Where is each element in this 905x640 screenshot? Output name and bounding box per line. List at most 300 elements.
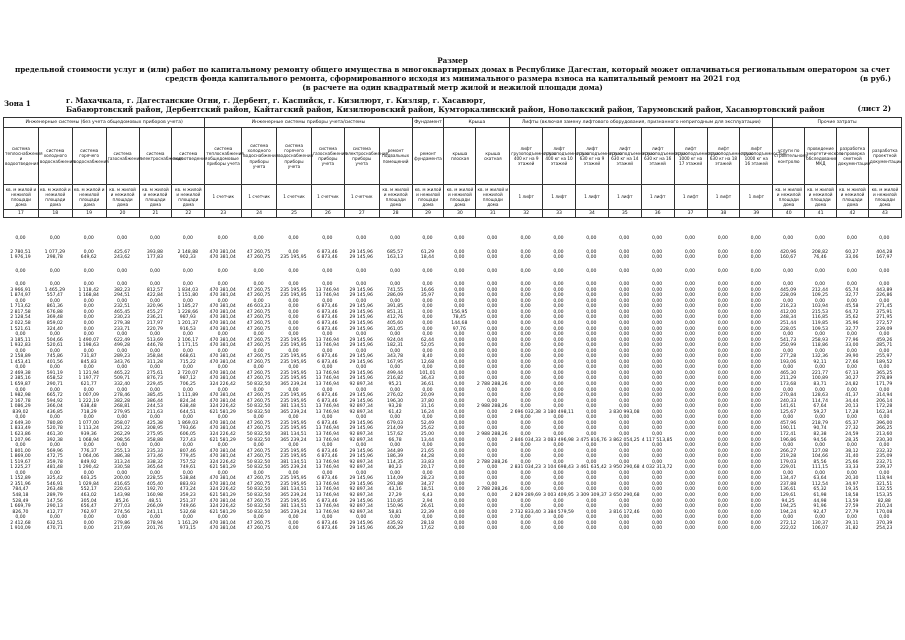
table-cell: 92 897,34 (349, 409, 373, 415)
table-cell: 6 873,46 (317, 321, 338, 327)
table-cell: 386,38 (114, 454, 131, 460)
table-cell: 1 197,77 (78, 376, 99, 382)
table-cell: 0,00 (750, 515, 761, 521)
table-cell: 330,58 (114, 465, 131, 471)
table-cell: 0,00 (619, 332, 630, 338)
table-cell: 0,00 (487, 454, 498, 460)
table-cell: 0,00 (846, 268, 857, 274)
table-cell: 46 603,23 (246, 304, 271, 310)
table-cell: 361,05 (387, 326, 404, 332)
table-cell: 132,55 (876, 487, 893, 493)
table-cell: 279,95 (114, 409, 131, 415)
table-cell: 445,09 (780, 287, 797, 293)
table-cell: 2 846 034,33 (510, 437, 541, 443)
table-cell: 61,42 (388, 409, 402, 415)
column-number: 38 (707, 210, 740, 218)
table-cell: 749,66 (179, 504, 196, 510)
table-cell: 0,00 (684, 332, 696, 338)
table-cell: 0,00 (651, 365, 663, 371)
table-cell: 0,00 (717, 282, 728, 288)
table-row (3, 255, 901, 261)
table-cell: 0,00 (389, 348, 401, 354)
column-number: 43 (868, 210, 901, 218)
table-cell: 0,00 (717, 236, 728, 241)
table-cell: 812,57 (146, 287, 163, 293)
table-cell: 1 834,03 (177, 287, 199, 293)
table-cell: 0,00 (684, 304, 696, 310)
table-cell: 6 873,46 (317, 309, 338, 315)
table-cell: 470 381,04 (209, 354, 236, 360)
table-cell: 0,00 (487, 354, 498, 360)
table-cell: 776,37 (80, 448, 97, 454)
table-cell: 0,00 (846, 298, 857, 304)
table-cell: 0,00 (717, 382, 728, 388)
table-cell: 0,00 (487, 387, 498, 393)
table-cell: 0,00 (750, 470, 761, 476)
table-cell: 365 239,24 (280, 437, 307, 443)
table-cell: 0,00 (651, 443, 663, 449)
table-cell: 3 650 290,68 (608, 492, 640, 498)
table-cell: 0,00 (520, 393, 531, 399)
table-cell: 6 873,46 (317, 249, 338, 255)
table-cell: 0,00 (487, 509, 498, 515)
table-cell: 0,00 (322, 268, 333, 274)
table-cell: 0,00 (717, 476, 728, 482)
table-cell: 0,00 (782, 332, 794, 338)
table-cell: 92 897,34 (349, 404, 373, 410)
table-cell: 220,63 (114, 487, 131, 493)
table-cell: 0,00 (782, 470, 794, 476)
table-cell: 0,00 (182, 415, 193, 421)
table-cell: 236,21 (146, 315, 163, 321)
table-cell: 0,00 (487, 315, 498, 321)
table-cell: 706,25 (179, 382, 196, 388)
table-cell: 0,00 (520, 420, 531, 426)
table-cell: 382,23 (114, 287, 131, 293)
table-cell: 0,00 (454, 365, 465, 371)
table-cell: 621 581,29 (209, 465, 236, 471)
table-cell: 218,79 (811, 420, 829, 426)
table-cell: 2 732 833,40 (510, 509, 541, 515)
table-cell: 0,00 (586, 315, 597, 321)
column-header: крыша плоская (444, 128, 476, 185)
table-cell: 160,98 (146, 492, 163, 498)
table-cell: 987,93 (179, 315, 196, 321)
table-cell: 170,08 (876, 509, 893, 515)
table-cell: 457,96 (780, 420, 797, 426)
table-cell: 228,09 (780, 293, 797, 299)
table-cell: 807,46 (179, 448, 196, 454)
table-cell: 0,00 (750, 304, 761, 310)
table-cell: 0,00 (750, 337, 761, 343)
table-cell: 20,13 (845, 404, 859, 410)
table-cell: 0,00 (684, 448, 696, 454)
table-cell: 375,91 (876, 309, 893, 315)
table-cell: 0,00 (487, 415, 498, 421)
table-cell: 47 260,75 (246, 476, 271, 482)
table-cell: 163,13 (387, 255, 404, 261)
column-number: 35 (608, 210, 641, 218)
title-line-4: (в расчете на один квадратный метр жилой и нежилой площади дома) (302, 83, 603, 92)
table-cell: 6 873,46 (317, 304, 338, 310)
table-cell: 92,47 (813, 509, 827, 515)
table-cell: 0,00 (454, 420, 465, 426)
table-cell: 29 145,96 (349, 309, 373, 315)
table-cell: 38,12 (845, 448, 859, 454)
table-cell: 0,00 (879, 515, 890, 521)
table-cell: 235 195,95 (280, 454, 307, 460)
table-cell: 0,00 (750, 409, 761, 415)
column-number: 41 (805, 210, 837, 218)
table-cell: 0,00 (487, 236, 498, 241)
table-cell: 235 195,95 (280, 255, 307, 261)
table-cell: 0,00 (750, 343, 761, 349)
table-cell: 0,00 (586, 443, 597, 449)
table-cell: 793,66 (179, 426, 196, 432)
table-cell: 0,00 (684, 382, 696, 388)
table-cell: 13 746,94 (315, 370, 339, 376)
table-cell: 314,94 (876, 393, 893, 399)
table-cell: 47 260,75 (246, 498, 271, 504)
table-cell: 0,00 (684, 365, 696, 371)
table-cell: 0,00 (520, 515, 531, 521)
table-cell: 412,00 (780, 309, 797, 315)
table-cell: 222,02 (780, 526, 797, 532)
table-cell: 0,00 (651, 526, 663, 532)
table-cell: 0,00 (253, 348, 264, 354)
table-cell: 47 260,75 (246, 287, 271, 293)
table-cell: 0,00 (750, 282, 761, 288)
column-number: 17 (4, 210, 39, 218)
table-cell: 649,62 (80, 255, 97, 261)
table-cell: 13 746,94 (315, 376, 339, 382)
table-cell: 29 145,96 (349, 376, 373, 382)
table-cell: 229,01 (780, 465, 797, 471)
table-cell: 0,00 (253, 387, 264, 393)
table-cell: 0,00 (651, 509, 663, 515)
table-cell: 0,00 (83, 321, 94, 327)
table-cell: 24,82 (845, 382, 859, 388)
table-cell: 0,00 (750, 236, 761, 241)
table-cell: 0,00 (651, 282, 663, 288)
table-cell: 47 260,75 (246, 454, 271, 460)
table-cell: 277,28 (780, 354, 797, 360)
table-cell: 0,00 (422, 470, 433, 476)
table-cell: 0,00 (717, 315, 728, 321)
table-cell: 0,00 (782, 387, 794, 393)
table-cell: 0,00 (651, 370, 663, 376)
table-cell: 0,00 (684, 426, 696, 432)
table-cell: 0,00 (520, 348, 531, 354)
table-cell: 0,00 (553, 236, 564, 241)
table-cell: 80,23 (388, 465, 402, 471)
unit-cell: 1 лифт (740, 185, 773, 210)
table-cell: 239,37 (876, 465, 893, 471)
table-cell: 436,85 (46, 409, 63, 415)
table-cell: 235 195,95 (280, 337, 307, 343)
table-cell: 0,00 (814, 348, 826, 354)
table-cell: 0,00 (49, 387, 60, 393)
table-cell: 0,00 (454, 249, 465, 255)
table-cell: 470 381,04 (209, 448, 236, 454)
table-cell: 235 195,95 (280, 393, 307, 399)
table-cell: 275,61 (146, 370, 163, 376)
table-cell: 1 982,98 (10, 393, 31, 399)
column-number: 19 (72, 210, 106, 218)
title-line-2: предельной стоимости услуг и (или) работ по капитальному ремонту общего имущества в многоквартирных домах в Республике Дагестан, который может оплачиваться региональным оператором за счет (15, 65, 890, 74)
table-cell: 216,82 (387, 376, 404, 382)
table-cell: 470 381,04 (209, 337, 236, 343)
column-header: система газоснабжения приборы учета (311, 128, 344, 185)
table-cell: 0,00 (586, 343, 597, 349)
table-cell: 50 832,50 (246, 382, 271, 388)
table-cell: 0,00 (684, 509, 696, 515)
table-cell: 0,00 (520, 365, 531, 371)
table-cell: 0,00 (586, 420, 597, 426)
table-cell: 157,62 (387, 431, 404, 437)
table-cell: 0,00 (586, 332, 597, 338)
table-cell: 443,89 (876, 287, 893, 293)
unit-cell: кв. м жилой и нежилой площади дома (106, 185, 139, 210)
table-cell: 0,00 (619, 470, 630, 476)
table-cell: 412,76 (387, 315, 404, 321)
table-cell: 0,00 (651, 487, 663, 493)
table-cell: 0,00 (717, 448, 728, 454)
table-cell: 29 145,96 (349, 526, 373, 532)
table-cell: 0,00 (553, 287, 564, 293)
table-cell: 1 152,89 (10, 476, 31, 482)
table-cell: 0,00 (15, 415, 26, 421)
table-cell: 34,44 (845, 398, 859, 404)
table-cell: 47 260,75 (246, 343, 271, 349)
table-cell: 33,00 (845, 343, 859, 349)
column-header: ремонт фундамента (412, 128, 444, 185)
table-cell: 0,00 (586, 415, 597, 421)
table-cell: 0,00 (15, 332, 26, 338)
table-cell: 0,00 (454, 520, 465, 526)
table-cell: 24,59 (845, 431, 859, 437)
unit-cell: кв. м жилой и нежилой площади дома (38, 185, 72, 210)
table-cell: 0,00 (553, 268, 564, 274)
table-cell: 29 145,96 (349, 398, 373, 404)
table-cell: 289,23 (114, 354, 131, 360)
table-cell: 0,00 (389, 282, 401, 288)
table-cell: 0,00 (586, 376, 597, 382)
table-cell: 0,00 (454, 293, 465, 299)
table-cell: 0,00 (750, 348, 761, 354)
column-header: система газоснабжения (106, 128, 139, 185)
column-header: система горячего водоснабжения приборы учета (277, 128, 312, 185)
table-cell: 235 195,95 (280, 287, 307, 293)
table-cell: 29 145,96 (349, 343, 373, 349)
table-cell: 0,00 (15, 282, 26, 288)
table-cell: 569,96 (46, 448, 63, 454)
table-cell: 13 746,94 (315, 487, 339, 493)
table-cell: 266,27 (780, 448, 797, 454)
table-cell: 47 260,75 (246, 309, 271, 315)
table-cell: 0,00 (83, 326, 94, 332)
table-cell: 0,00 (454, 487, 465, 493)
table-cell: 0,00 (717, 487, 728, 493)
table-cell: 0,00 (750, 431, 761, 437)
table-cell: 0,00 (782, 268, 794, 274)
table-cell: 0,00 (717, 293, 728, 299)
table-cell: 0,00 (750, 359, 761, 365)
table-cell: 0,00 (356, 387, 367, 393)
table-cell: 0,00 (619, 431, 630, 437)
table-cell: 0,00 (684, 249, 696, 255)
table-cell: 0,00 (322, 470, 333, 476)
unit-cell: 1 лифт (674, 185, 707, 210)
table-cell: 0,00 (149, 443, 161, 449)
table-cell: 0,00 (15, 348, 26, 354)
table-cell: 0,00 (651, 426, 663, 432)
table-cell: 0,00 (520, 304, 531, 310)
column-number: 33 (543, 210, 576, 218)
table-cell: 0,00 (487, 393, 498, 399)
table-cell: 465,30 (780, 370, 797, 376)
table-cell: 65,32 (813, 487, 827, 493)
table-cell: 324 226,42 (209, 431, 236, 437)
table-cell: 0,00 (586, 298, 597, 304)
table-cell: 0,00 (684, 255, 696, 261)
table-cell: 0,00 (879, 332, 890, 338)
table-cell: 0,00 (684, 387, 696, 393)
table-cell: 0,00 (487, 504, 498, 510)
table-cell: 3 104 698,43 (543, 465, 574, 471)
table-cell: 39,90 (845, 354, 859, 360)
price-table-body (3, 236, 901, 532)
table-cell: 1 869,03 (177, 420, 199, 426)
table-cell: 382,28 (114, 398, 131, 404)
table-cell: 0,00 (782, 415, 794, 421)
table-cell: 0,00 (288, 520, 299, 526)
table-cell: 0,00 (454, 236, 465, 241)
table-cell: 0,00 (487, 481, 498, 487)
column-header: система электроснабжения приборы учета (344, 128, 379, 185)
table-cell: 83,71 (813, 382, 827, 388)
table-cell: 0,00 (83, 387, 94, 393)
table-cell: 250,99 (780, 343, 797, 349)
table-cell: 470 381,04 (209, 287, 236, 293)
table-cell: 849,92 (80, 459, 97, 465)
table-cell: 0,00 (846, 365, 857, 371)
table-cell: 0,00 (83, 315, 94, 321)
column-number: 31 (476, 210, 510, 218)
table-cell: 0,00 (253, 268, 264, 274)
table-cell: 29 145,96 (349, 448, 373, 454)
table-cell: 876,73 (146, 376, 163, 382)
table-cell: 0,00 (684, 476, 696, 482)
table-cell: 0,00 (454, 255, 465, 261)
table-cell: 4 117 513,85 (641, 437, 673, 443)
table-cell: 0,00 (553, 404, 564, 410)
table-cell: 0,00 (553, 309, 564, 315)
table-cell: 0,00 (553, 487, 564, 493)
table-cell: 0,00 (814, 268, 826, 274)
column-header: лифт грузоподъемностью 400 кг на 10 этажей (543, 128, 576, 185)
table-cell: 0,00 (717, 398, 728, 404)
table-cell: 0,00 (717, 255, 728, 261)
table-cell: 0,00 (454, 343, 465, 349)
table-cell: 715,22 (179, 359, 196, 365)
table-cell: 47 260,75 (246, 398, 271, 404)
table-cell: 0,00 (651, 255, 663, 261)
table-cell: 0,00 (717, 365, 728, 371)
table-cell: 279,38 (114, 321, 131, 327)
table-cell: 0,00 (586, 387, 597, 393)
table-cell: 92 897,34 (349, 459, 373, 465)
table-cell: 0,00 (717, 359, 728, 365)
table-cell: 210,24 (876, 504, 893, 510)
table-cell: 0,00 (553, 337, 564, 343)
table-cell: 0,00 (322, 282, 333, 288)
table-cell: 0,00 (619, 487, 630, 493)
table-cell: 420,96 (780, 249, 797, 255)
table-cell: 0,00 (651, 409, 663, 415)
table-cell: 0,00 (520, 448, 531, 454)
table-cell: 0,00 (586, 431, 597, 437)
table-cell: 235 195,95 (280, 448, 307, 454)
table-cell: 0,00 (651, 309, 663, 315)
table-cell: 0,00 (717, 504, 728, 510)
table-cell: 0,00 (586, 459, 597, 465)
table-cell: 0,00 (83, 304, 94, 310)
table-cell: 186,39 (387, 454, 404, 460)
table-cell: 3 003 409,95 (543, 492, 574, 498)
table-cell: 31,40 (845, 454, 859, 460)
table-cell: 6 873,46 (317, 354, 338, 360)
table-cell: 0,00 (520, 431, 531, 437)
table-cell: 0,00 (782, 443, 794, 449)
table-cell: 262,29 (114, 431, 131, 437)
table-cell: 29 145,96 (349, 304, 373, 310)
unit-cell: 1 лифт (576, 185, 609, 210)
table-cell: 470 381,04 (209, 359, 236, 365)
table-cell: 60,27 (845, 249, 859, 255)
table-cell: 0,00 (454, 492, 465, 498)
table-cell: 0,00 (520, 454, 531, 460)
table-cell: 0,00 (322, 348, 333, 354)
table-cell: 278,94 (146, 520, 163, 526)
table-cell: 385,45 (146, 393, 163, 399)
table-cell: 0,00 (288, 332, 299, 338)
table-cell: 1 874,97 (10, 293, 31, 299)
table-cell: 0,00 (586, 348, 597, 354)
table-cell: 217,97 (146, 321, 163, 327)
table-cell: 727,43 (179, 437, 196, 443)
table-cell: 47 260,75 (246, 249, 271, 255)
table-cell: 285,71 (876, 343, 893, 349)
table-cell: 0,00 (717, 249, 728, 255)
table-cell: 0,00 (553, 255, 564, 261)
table-cell: 470 381,04 (209, 249, 236, 255)
table-cell: 212,44 (811, 287, 829, 293)
table-cell: 0,00 (651, 459, 663, 465)
table-cell: 0,00 (520, 282, 531, 288)
table-cell: 924,04 (387, 337, 404, 343)
table-cell: 369,48 (46, 315, 63, 321)
table-cell: 0,00 (553, 343, 564, 349)
table-cell: 35,97 (420, 293, 435, 299)
table-cell: 92 897,34 (349, 504, 373, 510)
table-cell: 0,00 (454, 354, 465, 360)
table-cell: 47 260,75 (246, 326, 271, 332)
table-cell: 0,00 (684, 348, 696, 354)
table-cell: 0,00 (116, 470, 128, 476)
table-cell: 0,00 (520, 526, 531, 532)
table-cell: 129,61 (780, 492, 797, 498)
